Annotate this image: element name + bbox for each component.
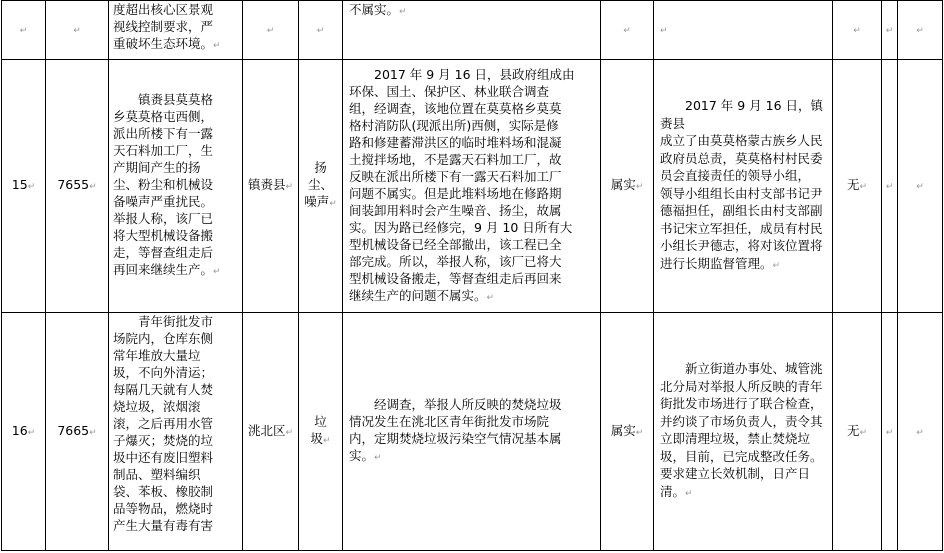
pollution-type-cell: 扬 尘、 噪声↵: [299, 60, 343, 313]
narrow-cell: ↵: [882, 313, 898, 551]
accountability: 无: [846, 422, 860, 438]
row-index-cell: 15↵: [2, 60, 46, 313]
complaint-id-cell: 7665↵: [46, 313, 109, 551]
row-index: 15: [11, 177, 28, 192]
blank-cell: ↵: [898, 60, 943, 313]
table-row: [2, 1, 943, 60]
measures-text: 新立街道办事处、城管洮 北分局对举报人所反映的青年 街批发市场进行了联合检查， 并约谈了市场负责人，责令其 立即清理垃圾，禁止焚烧垃 圾，目前，已完成整改任务。 要求建立长效机制，日产日 清。: [660, 361, 823, 499]
accountability-cell: 无↵: [833, 60, 882, 313]
district: 洮北区: [247, 422, 286, 438]
verdict: 属实: [610, 177, 636, 192]
pollution-type-cell: 垃 圾↵: [299, 313, 343, 551]
measures-cell: ↵: [654, 1, 833, 60]
complaint-content: 镇赉县莫莫格 乡莫莫格屯西侧， 派出所楼下有一露 天石料加工厂，生 产期间产生的扬 尘、粉尘和机械设 备噪声严重扰民。 举报人称，该厂已 将大型机械设备搬 走，等督查组走后 再回来继续生产。: [113, 92, 214, 277]
finding-cell: 2017 年 9 月 16 日，县政府组成由 环保、国土、保护区、林业联合调查 组，经调查，该地位置在莫莫格乡莫莫 格村消防队(现派出所)西侧，实际是修 路和修建蓄滞洪区的临时堆料场和混凝 土搅拌场地，不是露天石料加工厂，故 反映在派出所楼下有一露天石料加工厂 问题不属实。但是此堆料场地在修路期 间装卸用料时会产生噪音、扬尘，故属 实。因为路已经修完，9 月 10 日所有大 型机械设备已经全部撤出，该工程已全 部完成。所以，举报人称，该厂已将大 型机械设备搬走，等督查组走后再回来 继续生产的问题不属实。↵: [343, 60, 601, 313]
district: 镇赉县: [247, 177, 286, 192]
complaint-content-cell: 镇赉县莫莫格 乡莫莫格屯西侧， 派出所楼下有一露 天石料加工厂，生 产期间产生的扬 尘、粉尘和机械设 备噪声严重扰民。 举报人称，该厂已 将大型机械设备搬 走，等督查组走后 再回来继续生产。↵: [109, 60, 243, 313]
narrow-cell: ↵: [882, 1, 898, 60]
verdict: 属实: [610, 422, 636, 438]
row-index: 16: [11, 422, 28, 438]
finding-text: 经调查，举报人所反映的焚烧垃圾 情况发生在洮北区青年街批发市场院 内，定期焚烧垃圾污染空气情况基本属 实。: [349, 397, 562, 463]
complaint-content-cell: 度超出核心区景观 视线控制要求，严 重破坏生态环境。↵: [109, 1, 243, 60]
accountability-cell: ↵: [833, 1, 882, 60]
complaint-content: 度超出核心区景观 视线控制要求，严 重破坏生态环境。: [113, 2, 214, 51]
row-index-cell: 16↵: [2, 313, 46, 551]
complaint-table: [1, 0, 943, 551]
measures-text: 2017 年 9 月 16 日，镇赉县 成立了由莫莫格蒙古族乡人民 政府员总责，莫莫格村村民委 员会直接责任的领导小组， 领导小组组长由村支部书记尹 德福担任，副组长由村支部副 书记宋立军担任，成员有村民 小组长尹德志，将对该位置将 进行长期监督管理。: [660, 98, 824, 271]
row-index-cell: ↵: [2, 1, 46, 60]
district-cell: ↵: [243, 1, 299, 60]
accountability-cell: 无↵: [833, 313, 882, 551]
complaint-id: 7665: [57, 422, 90, 438]
measures-cell: 2017 年 9 月 16 日，镇赉县 成立了由莫莫格蒙古族乡人民 政府员总责，莫莫格村村民委 员会直接责任的领导小组， 领导小组组长由村支部书记尹 德福担任，副组长由村支部副 书记宋立军担任，成员有村民 小组长尹德志，将对该位置将 进行长期监督管理。↵: [654, 60, 833, 313]
complaint-id: 7655: [57, 177, 90, 192]
district-cell: 洮北区↵: [243, 313, 299, 551]
district-cell: 镇赉县↵: [243, 60, 299, 313]
table-row: [2, 60, 943, 313]
blank-cell: ↵: [898, 1, 943, 60]
finding-text: 不属实。: [349, 2, 400, 17]
finding-cell: 不属实。↵: [343, 1, 601, 60]
complaint-content: 青年街批发市 场院内，仓库东侧 常年堆放大量垃 圾，不向外清运； 每隔几天就有人焚 烧垃圾，浓烟滚 滚，之后再用水管 子爆灭；焚烧的垃 圾中还有废旧塑料 制品、塑料编织 袋、苯板、橡胶制 品等物品，燃烧时 产生大量有毒有害: [113, 314, 214, 533]
verdict-cell: ↵: [601, 1, 654, 60]
finding-text: 2017 年 9 月 16 日，县政府组成由 环保、国土、保护区、林业联合调查 组，经调查，该地位置在莫莫格乡莫莫 格村消防队(现派出所)西侧，实际是修 路和修建蓄滞洪区的临时堆料场和混凝 土搅拌场地，不是露天石料加工厂，故 反映在派出所楼下有一露天石料加工厂 问题不属实。但是此堆料场地在修路期 间装卸用料时会产生噪音、扬尘，故属 实。因为路已经修完，9 月 10 日所有大 型机械设备已经全部撤出，该工程已全 部完成。所以，举报人称，该厂已将大 型机械设备搬走，等督查组走后再回来 继续生产的问题不属实。: [349, 66, 575, 303]
pollution-type: 垃 圾: [310, 414, 327, 446]
complaint-content-cell: [109, 313, 243, 551]
table-row: [2, 313, 943, 551]
pollution-type: 扬 尘、 噪声: [304, 160, 333, 209]
complaint-id-cell: ↵: [46, 1, 109, 60]
finding-cell: 经调查，举报人所反映的焚烧垃圾 情况发生在洮北区青年街批发市场院 内，定期焚烧垃圾污染空气情况基本属 实。↵: [343, 313, 601, 551]
verdict-cell: 属实↵: [601, 60, 654, 313]
narrow-cell: ↵: [882, 60, 898, 313]
accountability: 无: [846, 177, 860, 192]
verdict-cell: 属实↵: [601, 313, 654, 551]
blank-cell: ↵: [898, 313, 943, 551]
complaint-id-cell: 7655↵: [46, 60, 109, 313]
measures-cell: 新立街道办事处、城管洮 北分局对举报人所反映的青年 街批发市场进行了联合检查， 并约谈了市场负责人，责令其 立即清理垃圾，禁止焚烧垃 圾，目前，已完成整改任务。 要求建立长效机制，日产日 清。↵: [654, 313, 833, 551]
pollution-type-cell: ↵: [299, 1, 343, 60]
